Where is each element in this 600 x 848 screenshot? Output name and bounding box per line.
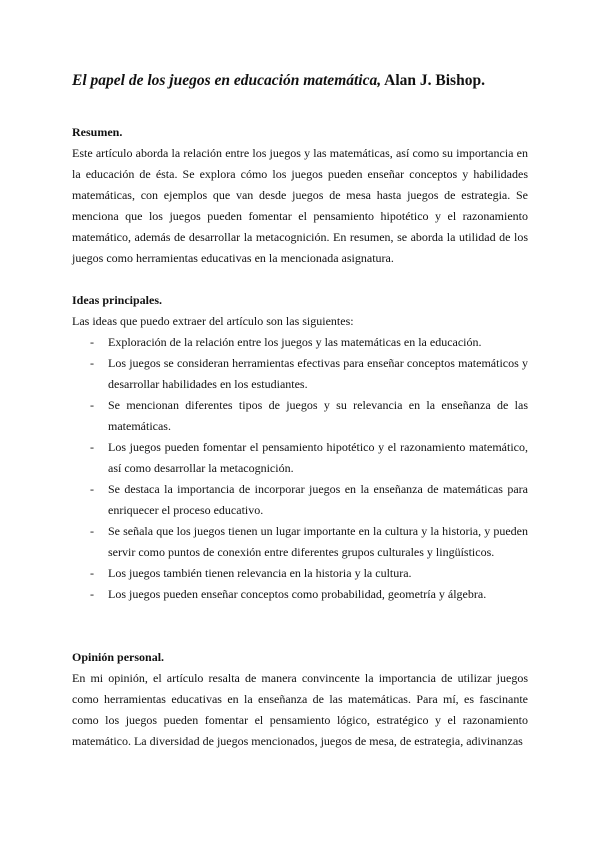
opinion-heading: Opinión personal. [72, 650, 165, 664]
work-title: El papel de los juegos en educación matemática, [72, 72, 382, 89]
ideas-intro: Las ideas que puedo extraer del artículo son las siguientes: [72, 314, 354, 328]
ideas-list [72, 332, 528, 605]
bullet-marker: - [90, 356, 94, 370]
resumen-body: Este artículo aborda la relación entre los juegos y las matemáticas, así como su importancia en la educación de ésta. Se explora cómo los juegos pueden enseñar conceptos y habilidades matemáticas, con ejemplos que van desde juegos de mesa hasta juegos de estrategia. Se menciona que los juegos pueden fomentar el pensamiento hipotético y el razonamiento matemático, además de desarrollar la metacognición. En resumen, se aborda la utilidad de los juegos como herramientas educativas en la mencionada asignatura. [72, 146, 528, 265]
list-item [72, 437, 528, 479]
list-item-text: Los juegos pueden fomentar el pensamiento hipotético y el razonamiento matemático, así como desarrollar la metacognición. [108, 440, 528, 475]
resumen-heading: Resumen. [72, 125, 123, 139]
list-item-text: Exploración de la relación entre los juegos y las matemáticas en la educación. [108, 335, 482, 349]
bullet-marker: - [90, 566, 94, 580]
document-page [72, 70, 528, 752]
list-item-text: Se destaca la importancia de incorporar juegos en la enseñanza de matemáticas para enriquecer el proceso educativo. [108, 482, 528, 517]
list-item [72, 479, 528, 521]
list-item-text: Se mencionan diferentes tipos de juegos y su relevancia en la enseñanza de las matemáticas. [108, 398, 528, 433]
list-item [72, 353, 528, 395]
author-name: Alan J. Bishop. [384, 72, 485, 89]
bullet-marker: - [90, 398, 94, 412]
list-item [72, 395, 528, 437]
bullet-marker: - [90, 482, 94, 496]
bullet-marker: - [90, 587, 94, 601]
bullet-marker: - [90, 440, 94, 454]
opinion-body: En mi opinión, el artículo resalta de manera convincente la importancia de utilizar juegos como herramientas educativas en la enseñanza de las matemáticas. Para mí, es fascinante como los juegos pueden fomentar el pensamiento lógico, estratégico y el razonamiento matemático. La diversidad de juegos mencionados, juegos de mesa, de estrategia, adivinanzas [72, 671, 528, 748]
ideas-heading: Ideas principales. [72, 293, 163, 307]
list-item [72, 521, 528, 563]
list-item [72, 332, 528, 353]
list-item-text: Los juegos también tienen relevancia en la historia y la cultura. [108, 566, 412, 580]
list-item-text: Los juegos se consideran herramientas efectivas para enseñar conceptos matemáticos y desarrollar habilidades en los estudiantes. [108, 356, 528, 391]
section-ideas [72, 290, 528, 605]
bullet-marker: - [90, 335, 94, 349]
list-item [72, 563, 528, 584]
section-opinion [72, 647, 528, 752]
list-item-text: Los juegos pueden enseñar conceptos como probabilidad, geometría y álgebra. [108, 587, 487, 601]
list-item [72, 584, 528, 605]
list-item-text: Se señala que los juegos tienen un lugar importante en la cultura y la historia, y pueden servir como puntos de conexión entre diferentes grupos culturales y lingüísticos. [108, 524, 528, 559]
document-title [72, 70, 528, 92]
section-resumen [72, 122, 528, 269]
bullet-marker: - [90, 524, 94, 538]
